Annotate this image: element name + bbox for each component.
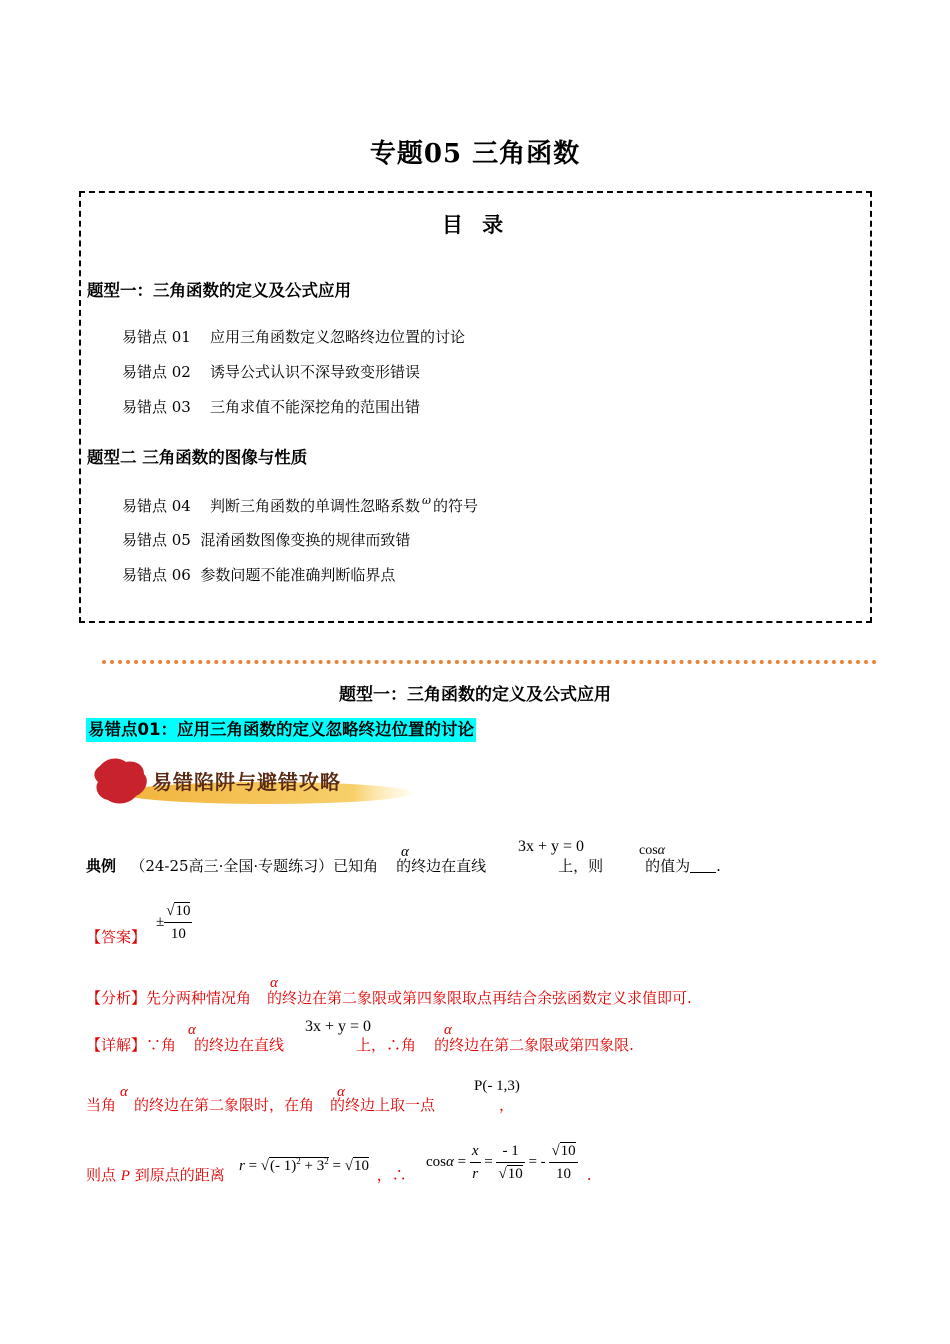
answer-blank[interactable] — [690, 859, 716, 873]
alpha-symbol: α — [188, 1022, 196, 1038]
cos-result-formula: cosα = $\frac{x}{r}$ = $\frac{- 1}{√10}$ = - $\frac{√10}{10}$ — [426, 1140, 578, 1185]
section-heading: 题型一：三角函数的定义及公式应用 — [339, 685, 611, 705]
toc-group-1-title[interactable]: 题型一：三角函数的定义及公式应用 — [87, 281, 351, 300]
alpha-symbol: α — [270, 975, 278, 991]
detail-text: 则点 P 到原点的距离 ，∴ . — [86, 1166, 592, 1184]
toc-item[interactable]: 易错点 02 诱导公式认识不深导致变形错误 — [122, 363, 420, 381]
page-title: 专题05 三角函数 — [369, 139, 581, 169]
alpha-symbol: α — [444, 1022, 452, 1038]
dotted-divider — [102, 660, 877, 664]
example-question: 典例 （24-25高三·全国·专题练习）已知角 的终边在直线 上，则 的值为 . — [86, 857, 721, 875]
toc-item[interactable]: 易错点 06 参数问题不能准确判断临界点 — [122, 566, 396, 584]
detail-text: 【详解】∵角 的终边在直线 上，∴角 的终边在第二象限或第四象限. — [86, 1036, 634, 1054]
table-of-contents — [79, 191, 872, 623]
analysis-text: 【分析】先分两种情况角 的终边在第二象限或第四象限取点再结合余弦函数定义求值即可. — [86, 989, 692, 1007]
toc-item[interactable]: 易错点 04 判断三角函数的单调性忽略系数 $^\omega$ 的符号 — [122, 494, 478, 515]
line-equation: 3x + y = 0 — [305, 1018, 372, 1035]
error-point-heading: 易错点01：应用三角函数的定义忽略终边位置的讨论 — [86, 718, 476, 742]
omega-symbol: ω — [421, 494, 431, 507]
toc-item[interactable]: 易错点 03 三角求值不能深挖角的范围出错 — [122, 398, 420, 416]
distance-formula: r = √(- $1)^2 + 3^2 = √10$ — [239, 1156, 369, 1174]
alpha-symbol: α — [337, 1084, 345, 1100]
answer-value: ± $\frac{√10}{10}$ — [156, 900, 192, 945]
alpha-symbol: α — [401, 844, 409, 860]
toc-heading: 目 录 — [441, 213, 510, 237]
alpha-symbol: α — [120, 1084, 128, 1100]
toc-item[interactable]: 易错点 01 应用三角函数定义忽略终边位置的讨论 — [122, 328, 465, 346]
detail-text: 当角 的终边在第二象限时，在角 的终边上取一点 ， — [86, 1096, 515, 1114]
banner-title: 易错陷阱与避错攻略 — [152, 770, 341, 794]
toc-item[interactable]: 易错点 05 混淆函数图像变换的规律而致错 — [122, 531, 411, 549]
toc-group-2-title[interactable]: 题型二 三角函数的图像与性质 — [87, 448, 308, 467]
line-equation: 3x + y = 0 — [518, 838, 585, 855]
point-p: P(- 1,3) — [474, 1078, 520, 1094]
answer-label: 【答案】 — [86, 928, 147, 946]
cos-alpha: cosα — [639, 843, 666, 858]
